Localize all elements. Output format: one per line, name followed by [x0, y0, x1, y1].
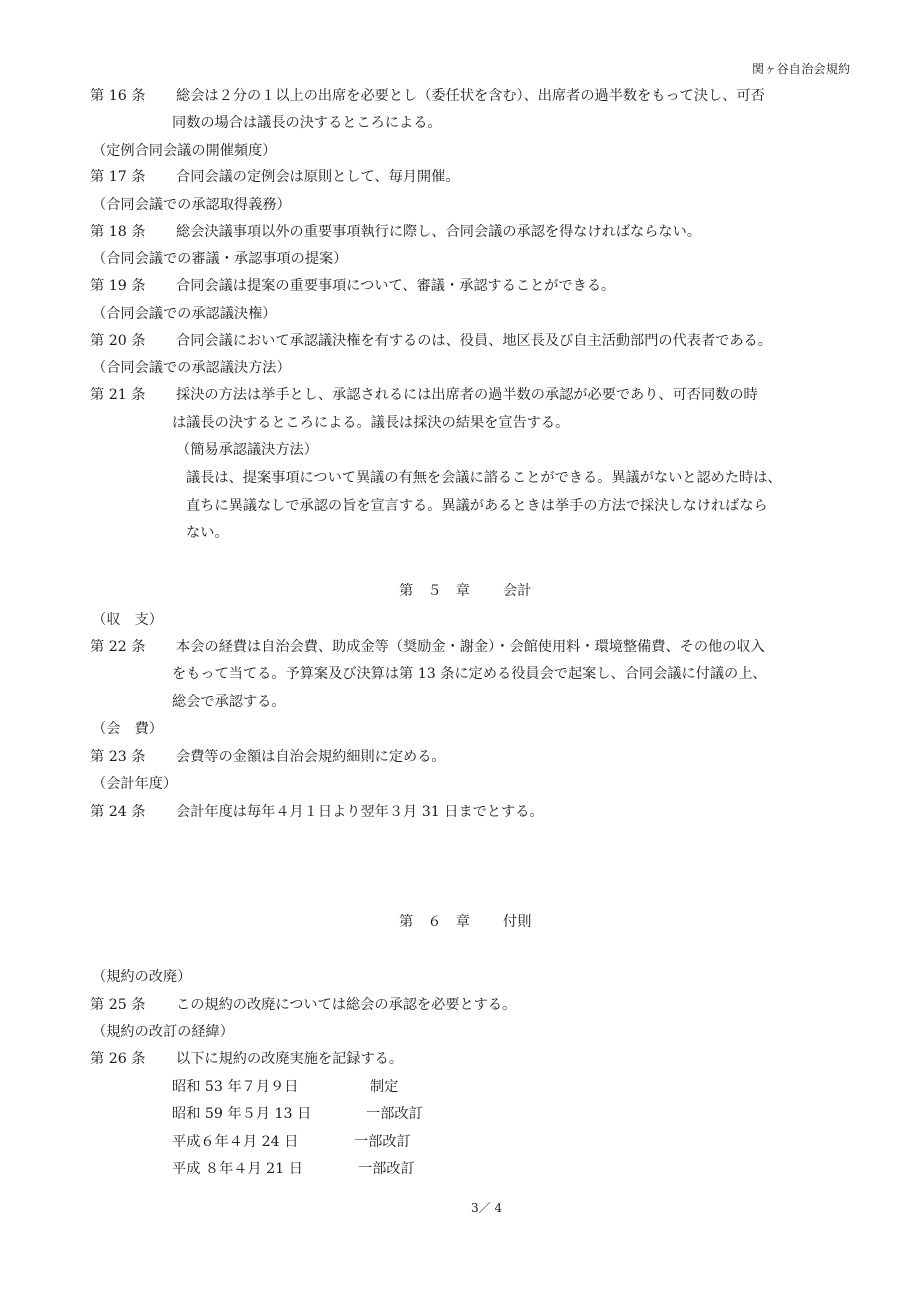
- article-21-sub-text-line-3: ない。: [186, 525, 229, 541]
- article-22-text-line-2: をもって当てる。予算案及び決算は第 13 条に定める役員会で起案し、合同会議に付議の上、: [172, 666, 767, 682]
- article-16-text-line-1: 総会は２分の１以上の出席を必要とし（委任状を含む）、出席者の過半数をもって決し、可否: [176, 88, 765, 104]
- article-22-number: 第 22 条: [90, 639, 146, 655]
- article-19-number: 第 19 条: [90, 278, 146, 294]
- history-action: 一部改訂: [354, 1134, 411, 1150]
- article-18-caption: （合同会議での承認取得義務）: [92, 197, 291, 213]
- article-16-number: 第 16 条: [90, 88, 146, 104]
- article-21-number: 第 21 条: [90, 387, 146, 403]
- chapter-6-number: 第 ６ 章: [399, 914, 470, 930]
- article-21-caption: （合同会議での承認議決方法）: [92, 360, 291, 376]
- article-20-caption: （合同会議での承認議決権）: [92, 306, 277, 322]
- article-21-text-line-1: 採決の方法は挙手とし、承認されるには出席者の過半数の承認が必要であり、可否同数の時: [176, 387, 758, 403]
- article-17-caption: （定例合同会議の開催頻度）: [92, 143, 277, 159]
- article-24-number: 第 24 条: [90, 804, 146, 820]
- article-25-text-line-1: この規約の改廃については総会の承認を必要とする。: [176, 997, 517, 1013]
- history-date: 昭和 53 年７月９日: [172, 1079, 299, 1095]
- article-18-text-line-1: 総会決議事項以外の重要事項執行に際し、合同会議の承認を得なければならない。: [176, 224, 701, 240]
- article-23-text-line-1: 会費等の金額は自治会規約細則に定める。: [176, 749, 446, 765]
- page-number: 3／ 4: [471, 1201, 503, 1215]
- article-21-sub-text-line-2: 直ちに異議なしで承認の旨を宣言する。異議があるときは挙手の方法で採決しなければなら: [186, 498, 768, 514]
- article-21-sub-caption: （簡易承認議決方法）: [176, 442, 318, 458]
- article-19-caption: （合同会議での審議・承認事項の提案）: [92, 251, 348, 267]
- article-23-caption: （会 費）: [92, 721, 163, 737]
- article-16-text-line-2: 同数の場合は議長の決するところによる。: [172, 115, 442, 131]
- article-21-text-line-2: は議長の決するところによる。議長は採決の結果を宣告する。: [172, 415, 570, 431]
- article-22-text-line-3: 総会で承認する。: [172, 694, 286, 710]
- article-19-text-line-1: 合同会議は提案の重要事項について、審議・承認することができる。: [176, 278, 616, 294]
- history-action: 制定: [370, 1079, 399, 1095]
- article-20-number: 第 20 条: [90, 333, 146, 349]
- article-22-text-line-1: 本会の経費は自治会費、助成金等（奨励金・謝金）・会館使用料・環境整備費、その他の収入: [176, 639, 765, 655]
- history-action: 一部改訂: [358, 1161, 415, 1177]
- history-date: 平成６年４月 24 日: [172, 1134, 299, 1150]
- article-24-text-line-1: 会計年度は毎年４月１日より翌年３月 31 日までとする。: [176, 804, 544, 820]
- article-25-number: 第 25 条: [90, 997, 146, 1013]
- article-25-caption: （規約の改廃）: [92, 969, 192, 985]
- chapter-6-title: 付則: [503, 914, 532, 930]
- article-26-number: 第 26 条: [90, 1051, 146, 1067]
- article-17-number: 第 17 条: [90, 169, 146, 185]
- article-18-number: 第 18 条: [90, 224, 146, 240]
- article-23-number: 第 23 条: [90, 749, 146, 765]
- article-21-sub-text-line-1: 議長は、提案事項について異議の有無を会議に諮ることができる。異議がないと認めた時は、: [186, 470, 782, 486]
- article-20-text-line-1: 合同会議において承認議決権を有するのは、役員、地区長及び自主活動部門の代表者である。: [176, 333, 772, 349]
- chapter-5-title: 会計: [503, 583, 532, 599]
- history-action: 一部改訂: [366, 1106, 423, 1122]
- document-header-title: 関ヶ谷自治会規約: [752, 62, 851, 76]
- article-26-text-line-1: 以下に規約の改廃実施を記録する。: [176, 1051, 404, 1067]
- chapter-5-number: 第 ５ 章: [399, 583, 470, 599]
- article-26-caption: （規約の改訂の経緯）: [92, 1024, 234, 1040]
- history-date: 昭和 59 年５月 13 日: [172, 1106, 312, 1122]
- article-24-caption: （会計年度）: [92, 776, 178, 792]
- article-17-text-line-1: 合同会議の定例会は原則として、毎月開催。: [176, 169, 460, 185]
- history-date: 平成 ８年４月 21 日: [172, 1161, 303, 1177]
- article-22-caption: （収 支）: [92, 612, 163, 628]
